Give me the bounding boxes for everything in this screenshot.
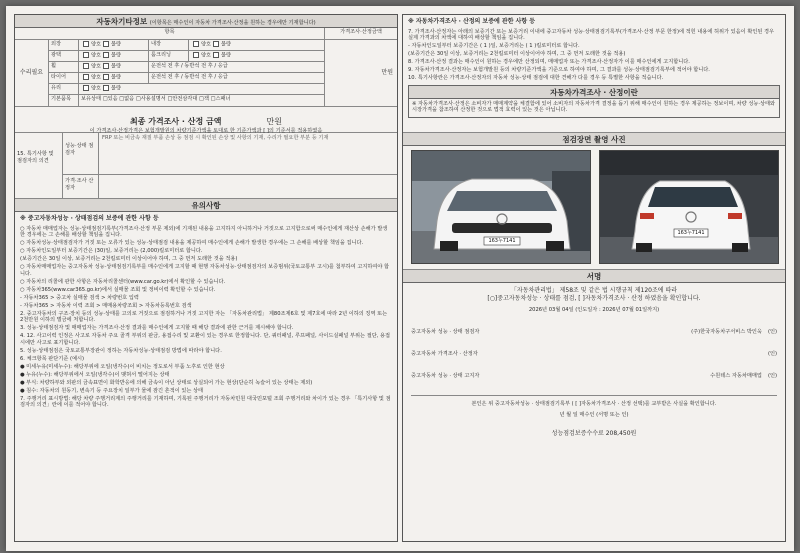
item15-body bbox=[63, 133, 397, 198]
caution-item: 3. 성능·상태점검자 및 매매업자는 가격조사·산정 결과를 매수인에게 고지할 때 해당 결과에 관한 근거를 제시해야 합니다. bbox=[20, 325, 294, 332]
good-checkbox[interactable] bbox=[193, 52, 199, 58]
parts-rows bbox=[49, 40, 325, 106]
front-plate: 163누7141 bbox=[488, 238, 516, 244]
price-note: (보증기간은 30일 이상, 보증거리는 2천킬로미터 이상이어야 하며, 그 중 먼저 도래한 것을 적용) bbox=[408, 51, 626, 58]
price-unit: 만원 bbox=[381, 69, 393, 77]
price-note: 9. 자동차가격조사·산정자는 보험개발원 등의 차량기준가액을 기준으로 하여야 하며, 그 결과를 성능·상태점검기록부에 적어야 합니다. bbox=[408, 67, 710, 74]
receipt-block bbox=[411, 395, 777, 418]
good-label: 양호 bbox=[91, 52, 102, 59]
part-position: 운전석 전 후 / 동반석 전 후 / 응급 bbox=[151, 63, 228, 69]
caution-item: 7. 주행거리 표시방법: 해당 차량 주행거리계의 주행거리를 기재하며, 기록된 주행거리가 자동차민원 대국민포털 조회 주행거리와 차이가 있는 경우 「특기사항 및 점검자의 의견」란에 이를 적어야 합니다. bbox=[20, 395, 391, 409]
signer-role: 중고자동차 가격조사 · 산정자 bbox=[411, 350, 478, 357]
final-price-block bbox=[15, 107, 397, 133]
bad-label: 불량 bbox=[111, 85, 122, 92]
signer-row bbox=[411, 321, 777, 343]
caution-item: ○ 자동차365(www.car365.go.kr)에서 실매물 조회 및 정비이력 확인할 수 있습니다. bbox=[20, 286, 216, 293]
signature-confirm-line: [○]중고자동차성능 · 상태를 점검, [ ]자동차가격조사 · 산정 하였음을 확인합니다. bbox=[487, 294, 701, 302]
appraiser-opinion-row bbox=[63, 175, 397, 198]
bad-label: 불량 bbox=[111, 74, 122, 81]
good-checkbox[interactable] bbox=[83, 74, 89, 80]
repair-label: 수리필요 bbox=[15, 40, 49, 106]
front-car-photo bbox=[411, 150, 591, 264]
parts-row bbox=[49, 84, 324, 95]
caution-header: 유의사항 bbox=[15, 199, 397, 212]
caution-item: ○ 자동차매매업자는 중고자동차 성능·상태점검기록부를 매수인에게 고지할 때 현행 자동차성능·상태점검자의 보증범위(국토교통부 고시)를 첨부하여 고지하여야 합니다. bbox=[20, 264, 390, 277]
bad-checkbox[interactable] bbox=[213, 41, 219, 47]
caution-item: (보증기간은 30일 이상, 보증거리는 2천킬로미터 이상이어야 하며, 그 중 먼저 도래한 것을 적용) bbox=[20, 256, 238, 263]
inspector-opinion-text: FRP 또는 비금속 재질 부품 손상 등 점검 시 확인된 손상 및 사항의 기재, 수리가 필요한 부분 등 기재 bbox=[102, 135, 329, 141]
basic-items-row bbox=[49, 95, 324, 106]
appraisal-definition-box bbox=[408, 85, 780, 119]
caution-item: ○ 자동차의 리콜에 관한 사항은 자동차리콜센터(www.car.go.kr)에서 확인할 수 있습니다. bbox=[20, 278, 226, 285]
signature-section bbox=[403, 283, 785, 442]
rear-plate: 163누7141 bbox=[677, 230, 705, 236]
signature-law-line: 「자동차관리법」 제58조 및 같은 법 시행규칙 제120조에 따라 bbox=[510, 287, 678, 294]
caution-item: ○ 자동차 매매업자는 성능·상태점검기록부(가격조사·산정 부문 제외)에 기재된 내용을 고지하지 아니하거나 거짓으로 고지함으로써 매수인에게 재산상 손해가 발생한 경우에는 그 손해를 배상할 책임을 집니다. bbox=[20, 225, 388, 239]
signer-name: (주)한국자동차구서비스 박인욱 bbox=[691, 328, 762, 335]
caution-notes bbox=[15, 212, 397, 512]
price-column-header: 가격조사·산정금액 bbox=[340, 29, 382, 35]
bad-label: 불량 bbox=[221, 41, 232, 48]
bad-label: 불량 bbox=[111, 63, 122, 70]
good-label: 양호 bbox=[91, 41, 102, 48]
right-column bbox=[402, 14, 786, 542]
good-label: 양호 bbox=[201, 52, 212, 59]
signer-seal: (인) bbox=[767, 372, 777, 379]
good-label: 양호 bbox=[91, 85, 102, 92]
final-price-label: 최종 가격조사 · 산정 금액 bbox=[129, 117, 222, 126]
signer-role: 중고자동차 성능 · 상태 점검자 bbox=[411, 328, 480, 335]
appraisal-definition-header: 자동차가격조사 · 산정이란 bbox=[409, 86, 779, 99]
appraiser-label: 가격·조사 산정자 bbox=[63, 175, 99, 198]
good-label: 양호 bbox=[91, 63, 102, 70]
rear-car-image bbox=[600, 151, 779, 264]
signature-date: 2026년 03월 04일 (인도일자 : 2026년 07월 01일까지) bbox=[528, 306, 660, 313]
bad-checkbox[interactable] bbox=[103, 74, 109, 80]
part-name-2: 내장 bbox=[149, 40, 189, 50]
signer-row bbox=[411, 365, 777, 387]
caution-title: ※ 중고자동차성능 · 상태점검의 보증에 관한 사항 등 bbox=[20, 215, 159, 222]
part-position: 운전석 전 후 / 동반석 전 후 / 응급 bbox=[151, 74, 228, 80]
signer-seal: (인) bbox=[767, 350, 777, 357]
signer-name: 수원테스 자동차매매업 bbox=[710, 372, 762, 379]
caution-item: 5. 성능·상태점검은 국토교통부장관이 정하는 자동차성능·상태점검 방법에 따라야 합니다. bbox=[20, 347, 222, 354]
basic-items-options: 보유상태 □있음 □없음 □사용설명서 □안전삼각대 □잭 □스패너 bbox=[81, 96, 231, 102]
inspection-record-paper bbox=[6, 6, 794, 551]
caution-item: ● 누유(누수): 해당부위에서 오일(냉각수)이 맺혀서 떨어지는 상태 bbox=[20, 371, 170, 378]
price-guarantee-notes bbox=[403, 15, 785, 133]
price-note: 7. 가격조사·산정자는 아래의 보증기간 또는 보증거리 이내에 중고자동차 성능·상태점검기록부(가격조사·산정 부문 한정)에 적힌 내용에 허위가 있음이 확인된 경우 실제 가격과의 차액에 대하여 배상할 책임을 집니다. bbox=[408, 28, 775, 42]
basic-items-label: 기본품목 bbox=[49, 95, 79, 106]
parts-header-note: (이항목은 매수인이 자동차 가격조사·산정을 원하는 경우에만 기재합니다) bbox=[149, 20, 316, 26]
good-checkbox[interactable] bbox=[83, 85, 89, 91]
price-note: 10. 특기사항란은 가격조사·산정자의 자동차 성능·상태 점검에 대한 견해가 다를 경우 등 특별한 사항을 적습니다. bbox=[408, 75, 664, 82]
part-name: 유리 bbox=[49, 84, 79, 94]
good-label: 양호 bbox=[201, 41, 212, 48]
parts-table bbox=[15, 40, 397, 107]
caution-item: ● 부식: 차량하부와 외판의 금속표면이 화학반응에 의해 금속이 아닌 상태로 상실되어 가는 현상(단순히 녹슬어 있는 상태는 제외) bbox=[20, 379, 313, 386]
item-column-header: 항목 bbox=[15, 28, 325, 39]
caution-item: - 자동차365 > 중고차 실매물 검색 > 차량번호 입력 bbox=[20, 294, 139, 301]
caution-item: ● 미세누유(미세누수): 해당부위에 오일(냉각수)이 비치는 정도로서 부품 노후로 인한 현상 bbox=[20, 363, 225, 370]
parts-column-headers bbox=[15, 28, 397, 40]
left-column bbox=[14, 14, 398, 542]
photo-header: 점검장면 촬영 사진 bbox=[403, 133, 785, 146]
receipt-signature-line: 년 월 일 매수인 (서명 또는 인) bbox=[559, 411, 629, 418]
appraiser-opinion-text bbox=[99, 175, 397, 198]
parts-row bbox=[49, 51, 324, 62]
final-price-unit: 만원 bbox=[266, 117, 283, 126]
caution-item: 4. 12. 사고이력 인정은 사고로 자동차 주요 골격 부위의 판금, 용접수리 및 교환이 있는 경우로 한정합니다. 단, 쿼터패널, 루프패널, 사이드실패널 부위는 절단, 용접 시에만 사고로 표기합니다. bbox=[20, 333, 391, 346]
receipt-line: 본인은 위 중고자동차성능 · 상태점검기록부 ( [ ]자동차가격조사 · 산정 선택)를 교부받은 사실을 확인합니다. bbox=[471, 401, 717, 408]
bad-label: 불량 bbox=[111, 52, 122, 59]
front-car-image bbox=[412, 151, 591, 264]
final-price-note: 이 가격조사·산정가격은 보험개발원의 차량기준가액을 토대로 한 기준가액과 [ ]의 기준서를 적용하였음 bbox=[89, 128, 323, 134]
caution-item: 2. 중고자동차의 구조·장치 등의 성능·상태를 고의로 거짓으로 점검하거나 거짓 고지한 자는 「자동차관리법」 제80조제6호 및 제7호에 따라 2년 이하의 징역 또는 2천만원 이하의 벌금에 처합니다. bbox=[20, 310, 388, 324]
bad-checkbox[interactable] bbox=[103, 41, 109, 47]
part-name: 광택 bbox=[49, 51, 79, 61]
good-checkbox[interactable] bbox=[83, 63, 89, 69]
item15-label: 15. 특기사항 및 점검자의 의견 bbox=[15, 133, 63, 198]
appraisal-definition-text: ※ 자동차가격조사·산정은 소비자가 매매계약을 체결함에 있어 소비자의 자동차가격 결정을 돕기 위해 매수인이 원하는 경우 제공하는 정보이며, 차량 성능·상태와 시장가격을 참조하여 산정한 것으로 법적 효력이 있는 것은 아닙니다. bbox=[412, 100, 776, 114]
inspector-opinion-row bbox=[63, 133, 397, 175]
rear-car-photo bbox=[599, 150, 779, 264]
good-checkbox[interactable] bbox=[83, 41, 89, 47]
parts-row bbox=[49, 40, 324, 51]
inspector-label: 성능·상태 점검자 bbox=[63, 133, 99, 174]
price-guarantee-title: ※ 자동차가격조사 · 산정의 보증에 관한 사항 등 bbox=[408, 18, 536, 25]
bad-checkbox[interactable] bbox=[103, 52, 109, 58]
part-name: 휠 bbox=[49, 62, 79, 72]
good-label: 양호 bbox=[91, 74, 102, 81]
signer-seal: (인) bbox=[767, 328, 777, 335]
signature-header: 서명 bbox=[403, 270, 785, 283]
caution-item: ○ 자동차성능·상태점검자가 거짓 또는 오류가 있는 성능·상태점검 내용을 제공하여 매수인에게 손해가 발생한 경우에는 그 손해를 배상할 책임을 집니다. bbox=[20, 240, 364, 247]
special-notes-block bbox=[15, 133, 397, 199]
caution-item: 6. 체크항목 판단기준 (예시) bbox=[20, 355, 85, 362]
caution-item: ● 침수: 자동차의 원동기, 변속기 등 주요장치 일부가 물에 잠긴 흔적이 있는 상태 bbox=[20, 387, 204, 394]
price-note: - 자동차인도일부터 보증기간은 ( 1 )일, 보증거리는 ( 1 )킬로미터로 합니다. bbox=[408, 43, 580, 50]
fee-line: 성능점검보증수수료 208,450원 bbox=[551, 430, 637, 438]
signer-row bbox=[411, 343, 777, 365]
bad-checkbox[interactable] bbox=[103, 85, 109, 91]
part-name-2: 룸크리닝 bbox=[149, 51, 189, 61]
parts-row bbox=[49, 73, 324, 84]
caution-item: ○ 자동차인도일부터 보증기간은 (30)일, 보증거리는 (2,000)킬로미터로 합니다. bbox=[20, 248, 203, 255]
part-name: 타이어 bbox=[49, 73, 79, 83]
part-name: 외장 bbox=[49, 40, 79, 50]
parts-header-title: 자동차기타정보 bbox=[96, 17, 148, 26]
caution-item: - 자동차365 > 자동차 이력 조회 > 매매용차량조회 > 자동차등록번호 검색 bbox=[20, 302, 192, 309]
signer-role: 중고자동차 성능 · 상태 고지자 bbox=[411, 372, 480, 379]
bad-label: 불량 bbox=[221, 52, 232, 59]
parts-row bbox=[49, 62, 324, 73]
price-note: 8. 가격조사·산정 결과는 매수인이 원하는 경우에만 산정되며, 매매업자 또는 가격조사·산정자가 이를 매수인에게 고지합니다. bbox=[408, 59, 690, 66]
parts-header bbox=[15, 15, 397, 28]
good-checkbox[interactable] bbox=[83, 52, 89, 58]
bad-label: 불량 bbox=[111, 41, 122, 48]
bad-checkbox[interactable] bbox=[213, 52, 219, 58]
good-checkbox[interactable] bbox=[193, 41, 199, 47]
photo-section bbox=[403, 146, 785, 270]
bad-checkbox[interactable] bbox=[103, 63, 109, 69]
